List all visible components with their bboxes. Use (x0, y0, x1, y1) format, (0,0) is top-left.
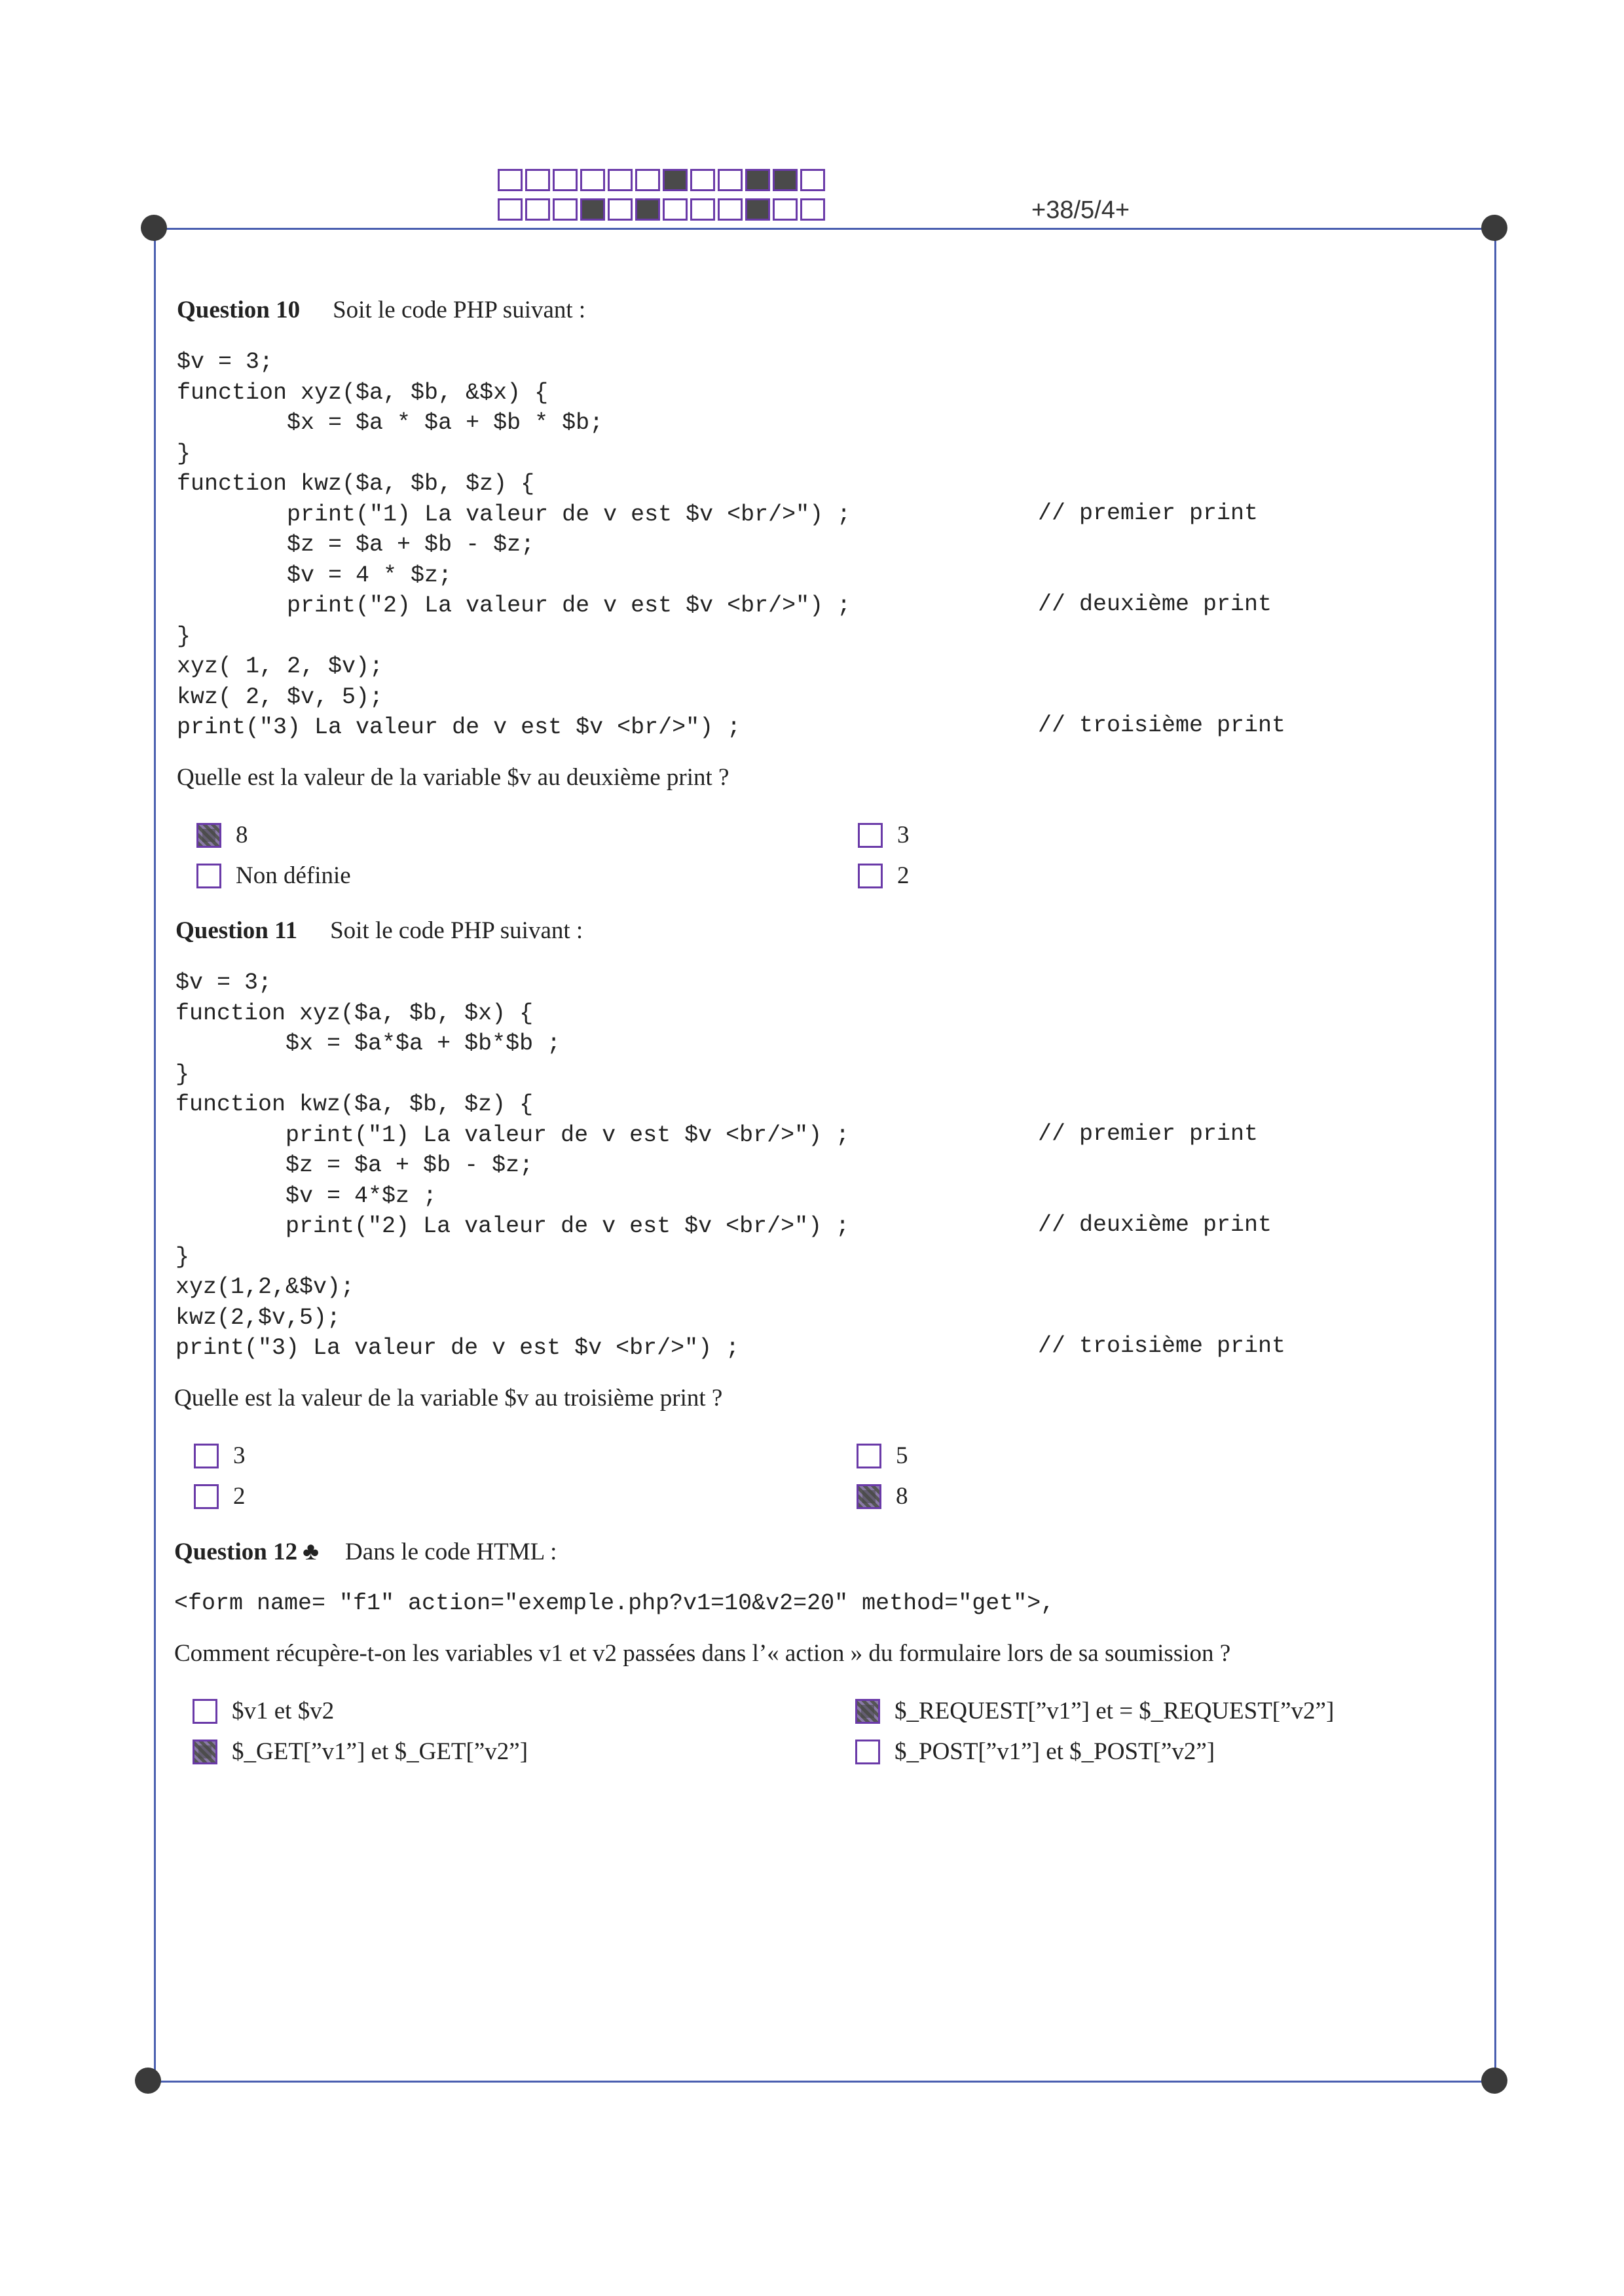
question-11-code: $v = 3; function xyz($a, $b, $x) { $x = $a*$a + $b*$b ; } function kwz($a, $b, $z) { print("1) La valeur de v est $v <br/>") ; $z = $a + $b - $z; $v = 4*$z ; print("2) La valeur de v est $v <br/>") ; } xyz(1,2,&$v); kwz(2,$v,5); print("3) La valeur de v est $v <br/>") ; (175, 970, 850, 1361)
choice-label: 3 (233, 1442, 246, 1469)
frame-bottom (147, 2081, 1495, 2083)
question-11-title (175, 917, 583, 945)
id-cell (663, 198, 688, 221)
question-11-text: Soit le code PHP suivant : (330, 917, 583, 944)
checkbox[interactable] (858, 823, 883, 848)
id-cell (745, 169, 770, 191)
id-cell (553, 169, 578, 191)
question-10-choice-1[interactable] (196, 821, 248, 849)
question-12-code: <form name= "f1" action="exemple.php?v1=10&v2=20" method="get">, (174, 1590, 1055, 1616)
checkbox[interactable] (857, 1444, 881, 1468)
id-cell (690, 198, 715, 221)
id-cell (498, 198, 523, 221)
question-12-choice-2[interactable] (855, 1697, 1334, 1725)
question-12-text: Dans le code HTML : (345, 1539, 557, 1565)
id-cell (690, 169, 715, 191)
choice-label: 2 (233, 1483, 246, 1510)
club-icon: ♣ (303, 1538, 320, 1565)
id-cell (553, 198, 578, 221)
id-cell (608, 169, 633, 191)
id-box-row-2 (498, 198, 828, 222)
question-11-choice-4[interactable] (857, 1482, 908, 1510)
id-cell (580, 198, 605, 221)
id-cell (635, 169, 660, 191)
id-cell (718, 198, 743, 221)
checkbox[interactable] (858, 864, 883, 888)
id-cell (773, 169, 798, 191)
checkbox[interactable] (196, 823, 221, 848)
question-10-text: Soit le code PHP suivant : (333, 297, 586, 323)
choice-label: $v1 et $v2 (232, 1698, 335, 1724)
question-12-choice-4[interactable] (855, 1738, 1215, 1766)
frame-top (154, 228, 1495, 230)
question-10-code: $v = 3; function xyz($a, $b, &$x) { $x = $a * $a + $b * $b; } function kwz($a, $b, $z) { print("1) La valeur de v est $v <br/>") ; $z = $a + $b - $z; $v = 4 * $z; print("2) La valeur de v est $v <br/>") ; } xyz( 1, 2, $v); kwz( 2, $v, 5); print("3) La valeur de v est $v <br/>") ; (177, 349, 851, 740)
corner-mark-bottom-left (135, 2068, 161, 2094)
frame-right (1494, 228, 1496, 2081)
checkbox[interactable] (194, 1444, 219, 1468)
question-10-choice-4[interactable] (858, 862, 910, 890)
frame-left (154, 228, 156, 2081)
question-11-prompt: Quelle est la valeur de la variable $v au troisième print ? (174, 1385, 723, 1412)
id-cell (663, 169, 688, 191)
id-cell (525, 198, 550, 221)
question-11-choice-1[interactable] (194, 1442, 246, 1470)
question-11-comment-2: // deuxième print (1038, 1212, 1272, 1238)
id-box-row-1 (498, 169, 828, 192)
question-10-choice-2[interactable] (858, 821, 910, 849)
id-cell (773, 198, 798, 221)
choice-label: 3 (897, 822, 910, 848)
question-12-choice-1[interactable] (193, 1697, 334, 1725)
corner-mark-bottom-right (1481, 2068, 1507, 2094)
question-10-label: Question 10 (177, 297, 301, 323)
corner-mark-top-left (141, 215, 167, 241)
checkbox[interactable] (857, 1484, 881, 1509)
question-10-comment-3: // troisième print (1038, 712, 1286, 738)
question-12-choice-3[interactable] (193, 1738, 528, 1766)
choice-label: 8 (236, 822, 248, 848)
choice-label: $_REQUEST[”v1”] et = $_REQUEST[”v2”] (895, 1698, 1335, 1724)
question-10-title (177, 296, 585, 324)
question-11-label: Question 11 (175, 917, 298, 944)
checkbox[interactable] (193, 1699, 217, 1724)
question-10-comment-2: // deuxième print (1038, 591, 1272, 617)
id-cell (608, 198, 633, 221)
choice-label: 8 (896, 1483, 908, 1510)
id-cell (800, 169, 825, 191)
id-cell (718, 169, 743, 191)
choice-label: Non définie (236, 862, 351, 889)
choice-label: $_POST[”v1”] et $_POST[”v2”] (895, 1738, 1215, 1765)
question-11-comment-1: // premier print (1038, 1121, 1259, 1147)
checkbox[interactable] (855, 1740, 880, 1764)
page-id: +38/5/4+ (1031, 196, 1130, 224)
question-12-prompt: Comment récupère-t-on les variables v1 et v2 passées dans l’« action » du formulaire lors de sa soumission ? (174, 1640, 1231, 1667)
question-11-choice-2[interactable] (857, 1442, 908, 1470)
corner-mark-top-right (1481, 215, 1507, 241)
id-cell (580, 169, 605, 191)
choice-label: 5 (896, 1442, 908, 1469)
choice-label: $_GET[”v1”] et $_GET[”v2”] (232, 1738, 528, 1765)
id-cell (635, 198, 660, 221)
id-cell (800, 198, 825, 221)
id-cell (525, 169, 550, 191)
question-12-title (174, 1537, 557, 1566)
checkbox[interactable] (193, 1740, 217, 1764)
choice-label: 2 (897, 862, 910, 889)
id-cell (745, 198, 770, 221)
question-10-comment-1: // premier print (1038, 500, 1259, 526)
id-cell (498, 169, 523, 191)
question-10-choice-3[interactable] (196, 862, 351, 890)
checkbox[interactable] (194, 1484, 219, 1509)
question-12-label: Question 12 (174, 1539, 298, 1565)
checkbox[interactable] (196, 864, 221, 888)
checkbox[interactable] (855, 1699, 880, 1724)
question-11-choice-3[interactable] (194, 1482, 246, 1510)
question-11-comment-3: // troisième print (1038, 1333, 1286, 1359)
question-10-prompt: Quelle est la valeur de la variable $v au deuxième print ? (177, 764, 729, 791)
